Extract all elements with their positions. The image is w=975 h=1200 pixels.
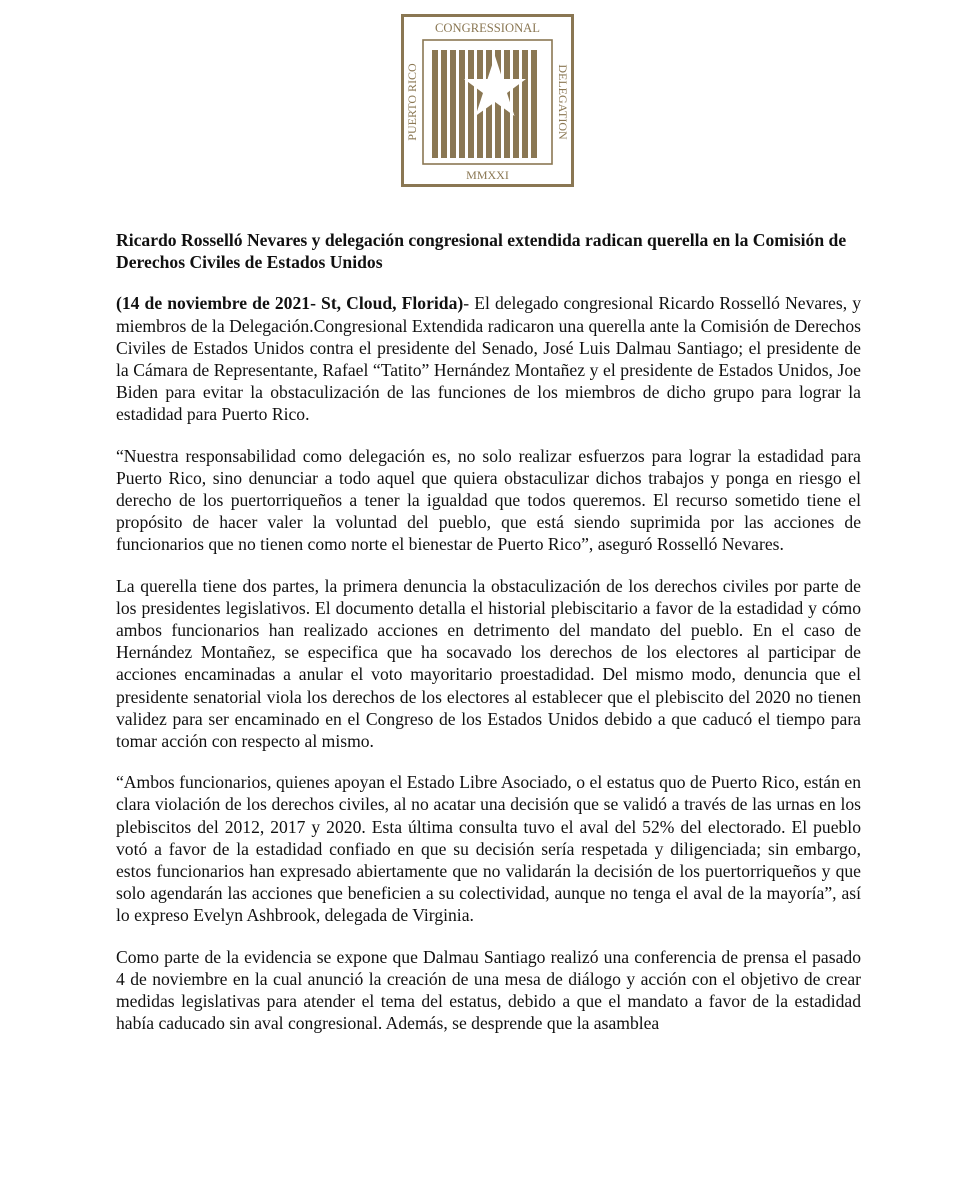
logo-bottom-text: MMXXI (466, 168, 509, 182)
press-release-body (116, 229, 861, 1054)
paragraph-5: Como parte de la evidencia se expone que Dalmau Santiago realizó una conferencia de prensa el pasado 4 de noviembre en la cual anunció la creación de una mesa de diálogo y acción con el objetivo de crear medidas legislativas para atender el tema del estatus, debido a que el mandato a favor de la estadidad había caducado sin aval congresional. Además, se desprende que la asamblea (116, 946, 861, 1034)
paragraph-2: “Nuestra responsabilidad como delegación es, no solo realizar esfuerzos para lograr la estadidad para Puerto Rico, sino denunciar a todo aquel que quiera obstaculizar dichos trabajos y ponga en riesgo el derecho de los puertorriqueños a tener la igualdad que todos queremos. El recurso sometido tiene el propósito de hacer valer la voluntad del pueblo, que está siendo suprimida por las acciones de funcionarios que no tienen como norte el bienestar de Puerto Rico”, aseguró Rosselló Nevares. (116, 445, 861, 555)
paragraph-3: La querella tiene dos partes, la primera denuncia la obstaculización de los derechos civiles por parte de los presidentes legislativos. El documento detalla el historial plebiscitario a favor de la estadidad y cómo ambos funcionarios han realizado acciones en detrimento del mandato del pueblo. En el caso de Hernández Montañez, se especifica que ha socavado los derechos de los electores al participar de acciones encaminadas a anular el voto mayoritario proestadidad. Del mismo modo, denuncia que el presidente senatorial viola los derechos de los electores al establecer que el plebiscito del 2020 no tienen validez para ser encaminado en el Congreso de los Estados Unidos debido a que caducó el tiempo para tomar acción con respecto al mismo. (116, 575, 861, 752)
congressional-delegation-logo (401, 14, 574, 187)
paragraph-4: “Ambos funcionarios, quienes apoyan el Estado Libre Asociado, o el estatus quo de Puerto Rico, están en clara violación de los derechos civiles, al no acatar una decisión que se validó a través de las urnas en los plebiscitos del 2012, 2017 y 2020. Esta última consulta tuvo el aval del 52% del electorado. El pueblo votó a favor de la estadidad confiado en que su decisión sería respetada y diligenciada; sin embargo, estos funcionarios han expresado abiertamente que no validarán la decisión de los puertorriqueños y que solo agendarán las acciones que beneficien a su colectividad, aunque no tenga el aval de la mayoría”, así lo expreso Evelyn Ashbrook, delegada de Virginia. (116, 772, 861, 926)
logo-top-text: CONGRESSIONAL (435, 21, 540, 35)
press-release-headline: Ricardo Rosselló Nevares y delegación congresional extendida radican querella en la Comisión de Derechos Civiles de Estados Unidos (116, 230, 847, 273)
dateline: (14 de noviembre de 2021- St, Cloud, Florida) (116, 293, 464, 314)
paragraph-1 (116, 292, 861, 425)
logo-left-text: PUERTO RICO (405, 63, 419, 141)
star-seal-icon (401, 14, 574, 187)
paragraph-1-text: - El delegado congresional Ricardo Rosselló Nevares, y miembros de la Delegación.Congresional Extendida radicaron una querella ante la Comisión de Derechos Civiles de Estados Unidos contra el presidente del Senado, José Luis Dalmau Santiago; el presidente de la Cámara de Representante, Rafael “Tatito” Hernández Montañez y el presidente de Estados Unidos, Joe Biden para evitar la obstaculización de las funciones de los miembros de dicho grupo para lograr la estadidad para Puerto Rico. (116, 293, 862, 425)
logo-right-text: DELEGATION (556, 64, 570, 140)
